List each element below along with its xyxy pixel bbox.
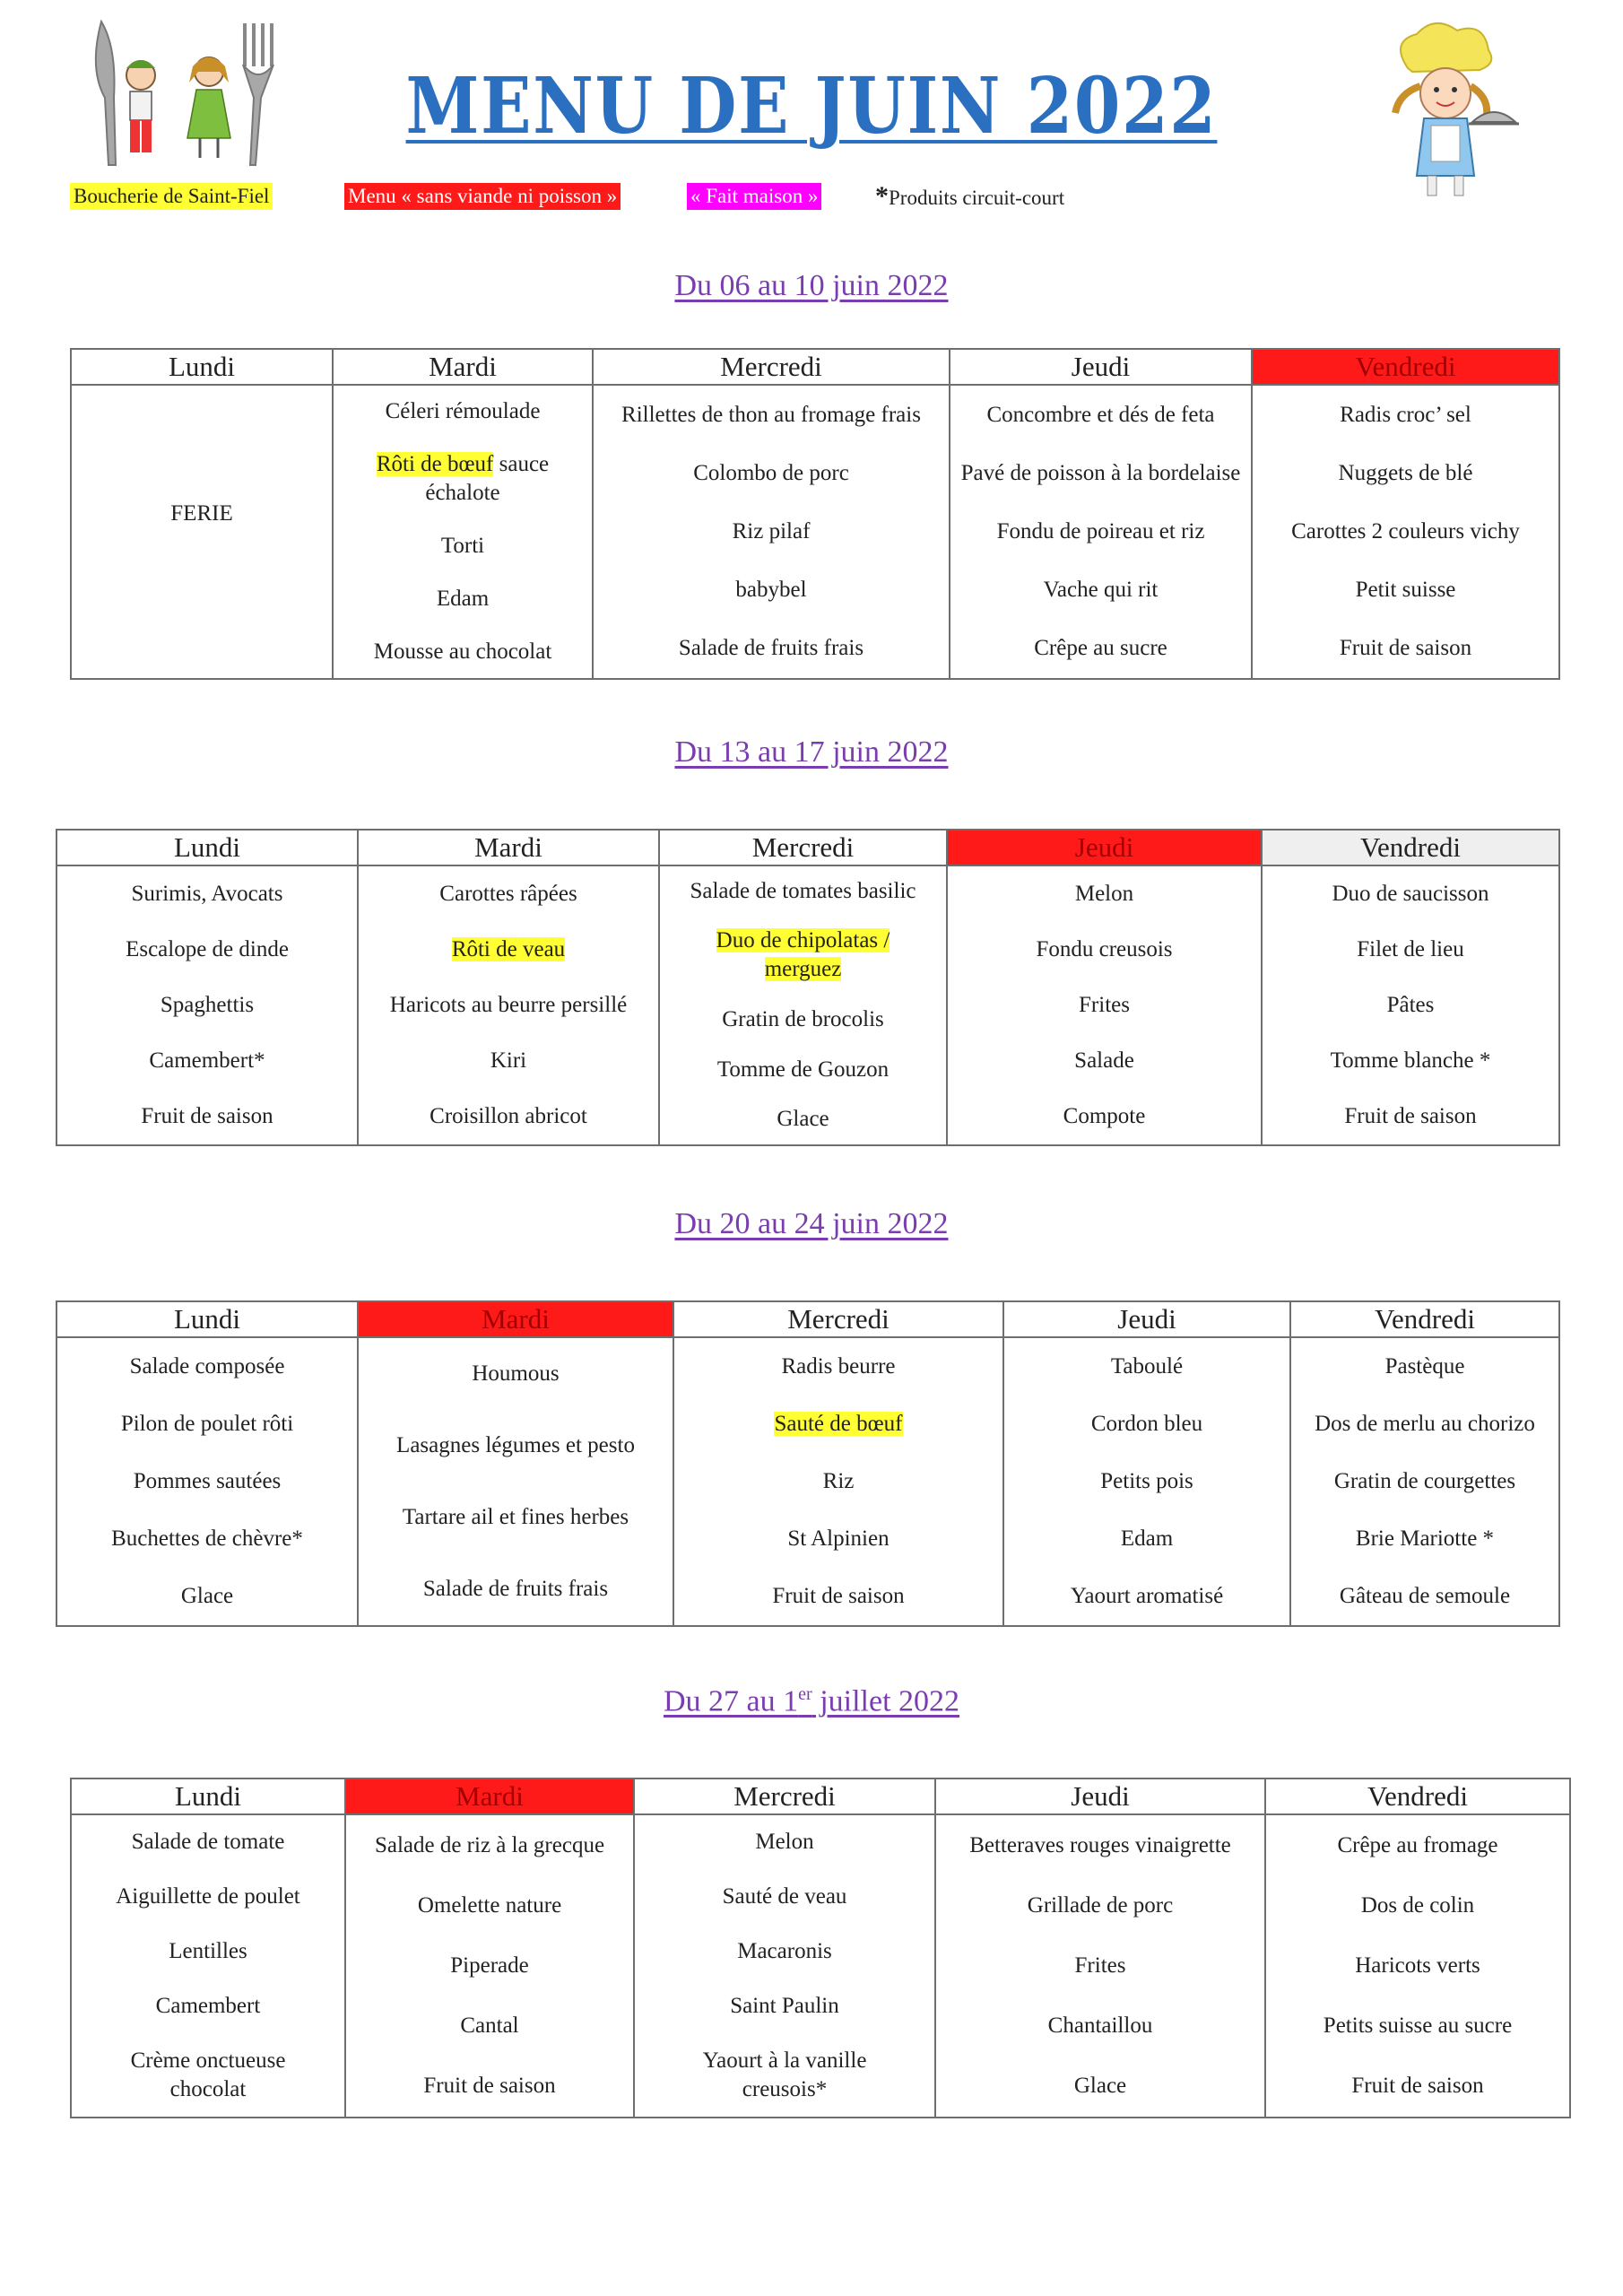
week-4-title	[0, 1684, 1623, 1718]
day-header-vendredi: Vendredi	[1252, 349, 1559, 385]
circuit-star: *	[875, 181, 889, 211]
day-cell-lundi	[71, 1814, 345, 2118]
week-4-title-end: juillet 2022	[812, 1684, 960, 1718]
dish-item: Betteraves rouges vinaigrette	[969, 1832, 1231, 1857]
legend-circuit-label: Produits circuit-court	[889, 187, 1065, 209]
dish-item	[445, 935, 572, 964]
legend-circuit-court	[872, 183, 1068, 212]
dish-item: Compote	[1063, 1104, 1146, 1128]
dish-item: Yaourt à la vanille creusois*	[702, 2048, 867, 2101]
day-header-mardi: Mardi	[333, 349, 593, 385]
dish-item: Taboulé	[1110, 1354, 1184, 1378]
dish-highlight: Duo de chipolatas / merguez	[716, 928, 890, 982]
day-header-mercredi: Mercredi	[634, 1779, 935, 1814]
dish-item: Salade de fruits frais	[422, 1577, 609, 1601]
day-header-jeudi: Jeudi	[950, 349, 1252, 385]
day-header-mardi: Mardi	[358, 1301, 673, 1337]
dish-item: Tomme blanche *	[1330, 1048, 1491, 1073]
day-header-mercredi: Mercredi	[593, 349, 950, 385]
week-1-title: Du 06 au 10 juin 2022	[674, 269, 949, 302]
dish-item: Salade de tomates basilic	[690, 878, 916, 903]
day-cell-jeudi	[950, 385, 1252, 679]
legend-sans-viande: Menu « sans viande ni poisson »	[344, 183, 621, 210]
dish-item: Crème onctueuse chocolat	[130, 2048, 286, 2101]
dish-item: Gratin de courgettes	[1333, 1469, 1516, 1493]
dish-item: Salade de fruits frais	[678, 636, 864, 661]
week-2-table	[56, 829, 1560, 1146]
dish-item: Carottes râpées	[439, 882, 577, 906]
day-header-vendredi: Vendredi	[1265, 1779, 1570, 1814]
dish-item: Cordon bleu	[1090, 1412, 1203, 1436]
dish-item: Frites	[1074, 1952, 1126, 1978]
dish-item: Crêpe au fromage	[1337, 1832, 1498, 1857]
dish-item: St Alpinien	[787, 1526, 890, 1551]
dish-item: Petits suisse au sucre	[1323, 2013, 1513, 2039]
day-cell-jeudi	[935, 1814, 1265, 2118]
dish-item: Glace	[180, 1584, 234, 1608]
dish-item: Lentilles	[169, 1938, 247, 1963]
dish-item: Dos de merlu au chorizo	[1315, 1412, 1535, 1436]
day-header-mercredi: Mercredi	[673, 1301, 1003, 1337]
dish-item: Edam	[1120, 1526, 1174, 1551]
dish-item: Melon	[1074, 882, 1134, 906]
dish-item: Fruit de saison	[772, 1584, 905, 1608]
dish-item: Concombre et dés de feta	[986, 402, 1215, 427]
dish-item: Fruit de saison	[423, 2074, 556, 2099]
dish-item: Duo de saucisson	[1332, 882, 1489, 906]
dish-item: Fruit de saison	[141, 1104, 273, 1128]
day-cell-lundi	[56, 1337, 358, 1626]
dish-item: Escalope de dinde	[126, 937, 289, 961]
dish-item: Croisillon abricot	[430, 1104, 587, 1128]
dish-item: Salade composée	[129, 1354, 285, 1378]
legend-fait-maison: « Fait maison »	[687, 183, 821, 210]
dish-item: Riz	[822, 1469, 855, 1493]
dish-item: Fondu de poireau et riz	[996, 518, 1205, 544]
day-header-jeudi: Jeudi	[935, 1779, 1265, 1814]
page-title: MENU DE JUIN 2022	[405, 61, 1218, 152]
day-header-lundi: Lundi	[71, 1779, 345, 1814]
week-4-table	[70, 1778, 1571, 2118]
dish-item: Haricots verts	[1355, 1952, 1480, 1978]
day-header-mercredi: Mercredi	[659, 830, 947, 865]
dish-item: Riz pilaf	[732, 518, 811, 544]
day-header-vendredi: Vendredi	[1262, 830, 1559, 865]
dish-item: Fruit de saison	[1344, 1104, 1477, 1128]
dish-item: Kiri	[490, 1048, 527, 1073]
dish-highlight: Rôti de veau	[451, 937, 566, 961]
dish-item: babybel	[735, 578, 807, 603]
day-header-lundi: Lundi	[56, 830, 358, 865]
dish-item: Nuggets de blé	[1338, 460, 1473, 485]
dish-item: Pavé de poisson à la bordelaise	[960, 460, 1241, 485]
dish-item: Edam	[436, 586, 490, 611]
dish-item: Petit suisse	[1355, 578, 1456, 603]
week-3-table	[56, 1300, 1560, 1627]
dish-item: Houmous	[472, 1361, 560, 1386]
dish-item: Radis beurre	[781, 1354, 896, 1378]
dish-item: Rillettes de thon au fromage frais	[621, 402, 921, 427]
day-cell-jeudi	[1003, 1337, 1290, 1626]
dish-item: Pâtes	[1386, 993, 1435, 1017]
day-cell-vendredi	[1262, 865, 1559, 1145]
dish-item: Lasagnes légumes et pesto	[396, 1433, 635, 1457]
dish-item: Colombo de porc	[693, 460, 849, 485]
dish-item: Céleri rémoulade	[385, 399, 541, 424]
dish-item: Glace	[777, 1107, 829, 1132]
dish-item: Surimis, Avocats	[131, 882, 283, 906]
dish-item: Melon	[755, 1830, 814, 1855]
day-cell-mardi	[345, 1814, 634, 2118]
dish-item: Rôti de bœuf sauce échalote	[376, 452, 550, 506]
week-3-title: Du 20 au 24 juin 2022	[674, 1207, 949, 1240]
dish-item: Macaronis	[737, 1938, 832, 1963]
day-cell-lundi	[71, 385, 333, 679]
dish-highlight: Rôti de bœuf	[376, 452, 494, 477]
dish-item: Brie Mariotte *	[1355, 1526, 1495, 1551]
day-header-vendredi: Vendredi	[1290, 1301, 1559, 1337]
day-cell-mardi	[333, 385, 593, 679]
dish-item: Camembert	[155, 1993, 261, 2018]
day-header-mardi: Mardi	[345, 1779, 634, 1814]
dish-item: Gratin de brocolis	[722, 1006, 884, 1031]
day-header-jeudi: Jeudi	[947, 830, 1262, 865]
week-4-title-sup: er	[798, 1684, 812, 1704]
dish-item: Aiguillette de poulet	[116, 1884, 300, 1909]
dish-item: Mousse au chocolat	[373, 639, 552, 664]
day-header-jeudi: Jeudi	[1003, 1301, 1290, 1337]
dish-item: Salade	[1074, 1048, 1134, 1073]
day-cell-vendredi	[1252, 385, 1559, 679]
dish-item: Grillade de porc	[1027, 1892, 1174, 1918]
dish-item: Fondu creusois	[1036, 937, 1173, 961]
day-cell-mercredi	[673, 1337, 1003, 1626]
legend-boucherie: Boucherie de Saint-Fiel	[70, 183, 273, 210]
dish-item: Radis croc’ sel	[1340, 402, 1471, 427]
week-2-title: Du 13 au 17 juin 2022	[674, 735, 949, 769]
week-1-table	[70, 348, 1560, 680]
dish-item: Camembert*	[149, 1048, 265, 1073]
dish-item: Fruit de saison	[1339, 636, 1472, 661]
dish-item: Cantal	[460, 2013, 519, 2039]
dish-item: Pilon de poulet rôti	[120, 1412, 294, 1436]
dish-item: Frites	[1079, 993, 1130, 1017]
day-header-lundi: Lundi	[56, 1301, 358, 1337]
dish-item: Carottes 2 couleurs vichy	[1291, 518, 1520, 544]
dish-item: Vache qui rit	[1043, 578, 1159, 603]
day-cell-mercredi	[659, 865, 947, 1145]
dish-item: Filet de lieu	[1357, 937, 1464, 961]
dish-item: Glace	[1073, 2074, 1127, 2099]
dish-item: Dos de colin	[1360, 1892, 1475, 1918]
dish-item: Haricots au beurre persillé	[389, 993, 628, 1017]
dish-item: Gâteau de semoule	[1339, 1584, 1511, 1608]
dish-item: Crêpe au sucre	[1034, 636, 1167, 661]
dish-item	[767, 1410, 909, 1439]
day-header-mardi: Mardi	[358, 830, 659, 865]
dish-item: Pastèque	[1384, 1354, 1465, 1378]
dish-item: Buchettes de chèvre*	[111, 1526, 303, 1551]
dish-item: Fruit de saison	[1351, 2074, 1484, 2099]
dish-item: Pommes sautées	[133, 1469, 282, 1493]
dish-item: Tartare ail et fines herbes	[402, 1505, 629, 1529]
day-cell-mardi	[358, 1337, 673, 1626]
dish-item: Chantaillou	[1047, 2013, 1153, 2039]
day-cell-vendredi	[1265, 1814, 1570, 2118]
dish-item: FERIE	[170, 501, 233, 526]
day-cell-lundi	[56, 865, 358, 1145]
dish-item: Sauté de veau	[722, 1884, 847, 1909]
day-cell-jeudi	[947, 865, 1262, 1145]
week-4-title-main: Du 27 au 1	[663, 1684, 799, 1718]
day-cell-vendredi	[1290, 1337, 1559, 1626]
dish-item: Salade de riz à la grecque	[374, 1832, 605, 1857]
dish-item: Saint Paulin	[730, 1993, 839, 2018]
dish-item: Salade de tomate	[131, 1830, 285, 1855]
day-cell-mardi	[358, 865, 659, 1145]
day-cell-mercredi	[593, 385, 950, 679]
day-cell-mercredi	[634, 1814, 935, 2118]
dish-item: Omelette nature	[417, 1892, 562, 1918]
dish-item: Torti	[440, 533, 485, 558]
dish-item	[709, 926, 898, 984]
dish-item: Piperade	[450, 1952, 529, 1978]
dish-item: Yaourt aromatisé	[1070, 1584, 1224, 1608]
dish-highlight: Sauté de bœuf	[774, 1412, 903, 1436]
day-header-lundi: Lundi	[71, 349, 333, 385]
dish-item: Petits pois	[1100, 1469, 1193, 1493]
dish-item: Tomme de Gouzon	[716, 1057, 890, 1082]
dish-item: Spaghettis	[160, 993, 255, 1017]
